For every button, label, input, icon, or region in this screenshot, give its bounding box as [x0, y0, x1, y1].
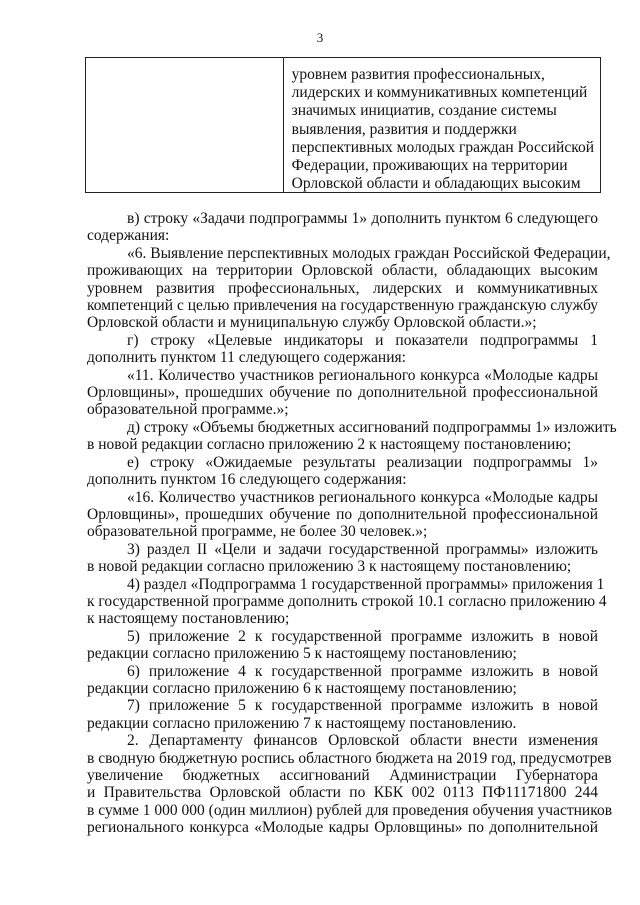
table-text-line: Орловской области и обладающих высоким: [291, 175, 581, 193]
paragraph-line: содержания:: [87, 227, 170, 245]
paragraph-line: проживающих на территории Орловской области, обладающих высоким: [87, 262, 598, 280]
paragraph-line: в новой редакции согласно приложению 2 к настоящему постановлению;: [87, 436, 572, 454]
paragraph-line: «11. Количество участников регионального конкурса «Молодые кадры: [127, 366, 598, 384]
table-text-line: выявления, развития и поддержки: [291, 120, 517, 138]
paragraph-line: редакции согласно приложению 6 к настоящему постановлению;: [87, 679, 517, 697]
continuation-table: [85, 57, 601, 193]
paragraph-line: 5) приложение 2 к государственной программе изложить в новой: [127, 627, 598, 645]
table-text-line: лидерских и коммуникативных компетенций: [291, 84, 588, 102]
paragraph-line: е) строку «Ожидаемые результаты реализации подпрограммы 1»: [127, 453, 598, 471]
paragraph-line: уровнем развития профессиональных, лидерских и коммуникативных: [87, 279, 598, 297]
paragraph-line: и Правительства Орловской области по КБК 002 0113 ПФ11171800 244: [87, 784, 598, 802]
paragraph-line: компетенций с целью привлечения на государственную гражданскую службу: [87, 297, 598, 315]
paragraph-line: в) строку «Задачи подпрограммы 1» дополнить пунктом 6 следующего: [127, 210, 598, 227]
paragraph-line: «16. Количество участников регионального конкурса «Молодые кадры: [127, 488, 598, 506]
paragraph-line: увеличение бюджетных ассигнований Администрации Губернатора: [87, 767, 598, 784]
paragraph-line: к государственной программе дополнить строкой 10.1 согласно приложению 4: [87, 592, 607, 610]
paragraph-line: в сумме 1 000 000 (один миллион) рублей для проведения обучения участников: [87, 801, 613, 819]
paragraph-line: «6. Выявление перспективных молодых граждан Российской Федерации,: [127, 244, 611, 262]
page-number: 3: [316, 30, 324, 45]
paragraph-line: 6) приложение 4 к государственной программе изложить в новой: [127, 662, 598, 680]
paragraph-line: регионального конкурса «Молодые кадры Орловщины» по дополнительной: [87, 819, 598, 837]
paragraph-line: 4) раздел «Подпрограмма 1 государственной программы» приложения 1: [127, 575, 605, 593]
paragraph-line: Орловщины», прошедших обучение по дополнительной профессиональной: [87, 384, 598, 402]
paragraph-line: образовательной программе, не более 30 человек.»;: [87, 523, 428, 541]
paragraph-line: г) строку «Целевые индикаторы и показатели подпрограммы 1: [127, 331, 598, 349]
paragraph-line: дополнить пунктом 16 следующего содержания:: [87, 471, 407, 489]
table-text-line: значимых инициатив, создание системы: [291, 102, 557, 120]
paragraph-line: редакции согласно приложению 5 к настоящему постановлению;: [87, 645, 517, 663]
paragraph-line: 3) раздел II «Цели и задачи государственной программы» изложить: [127, 540, 598, 558]
paragraph-line: к настоящему постановлению;: [87, 610, 290, 628]
table-text-line: уровнем развития профессиональных,: [291, 66, 545, 83]
table-cell-left: [86, 58, 284, 192]
paragraph-line: в сводную бюджетную роспись областного бюджета на 2019 год, предусмотрев: [87, 749, 612, 767]
paragraph-line: 2. Департаменту финансов Орловской области внести изменения: [127, 732, 598, 750]
table-text-line: перспективных молодых граждан Российской: [291, 138, 594, 156]
paragraph-line: 7) приложение 5 к государственной программе изложить в новой: [127, 697, 598, 715]
document-body: [87, 210, 617, 837]
paragraph-line: образовательной программе.»;: [87, 401, 289, 419]
table-text-line: Федерации, проживающих на территории: [291, 157, 568, 175]
paragraph-line: дополнить пунктом 11 следующего содержания:: [87, 349, 406, 367]
paragraph-line: Орловщины», прошедших обучение по дополнительной профессиональной: [87, 505, 598, 523]
paragraph-line: в новой редакции согласно приложению 3 к настоящему постановлению;: [87, 558, 572, 576]
paragraph-line: д) строку «Объемы бюджетных ассигнований подпрограммы 1» изложить: [127, 418, 617, 436]
paragraph-line: Орловской области и муниципальную службу Орловской области.»;: [87, 314, 537, 332]
paragraph-line: редакции согласно приложению 7 к настоящему постановлению.: [87, 714, 517, 732]
table-cell-right: [284, 58, 600, 192]
